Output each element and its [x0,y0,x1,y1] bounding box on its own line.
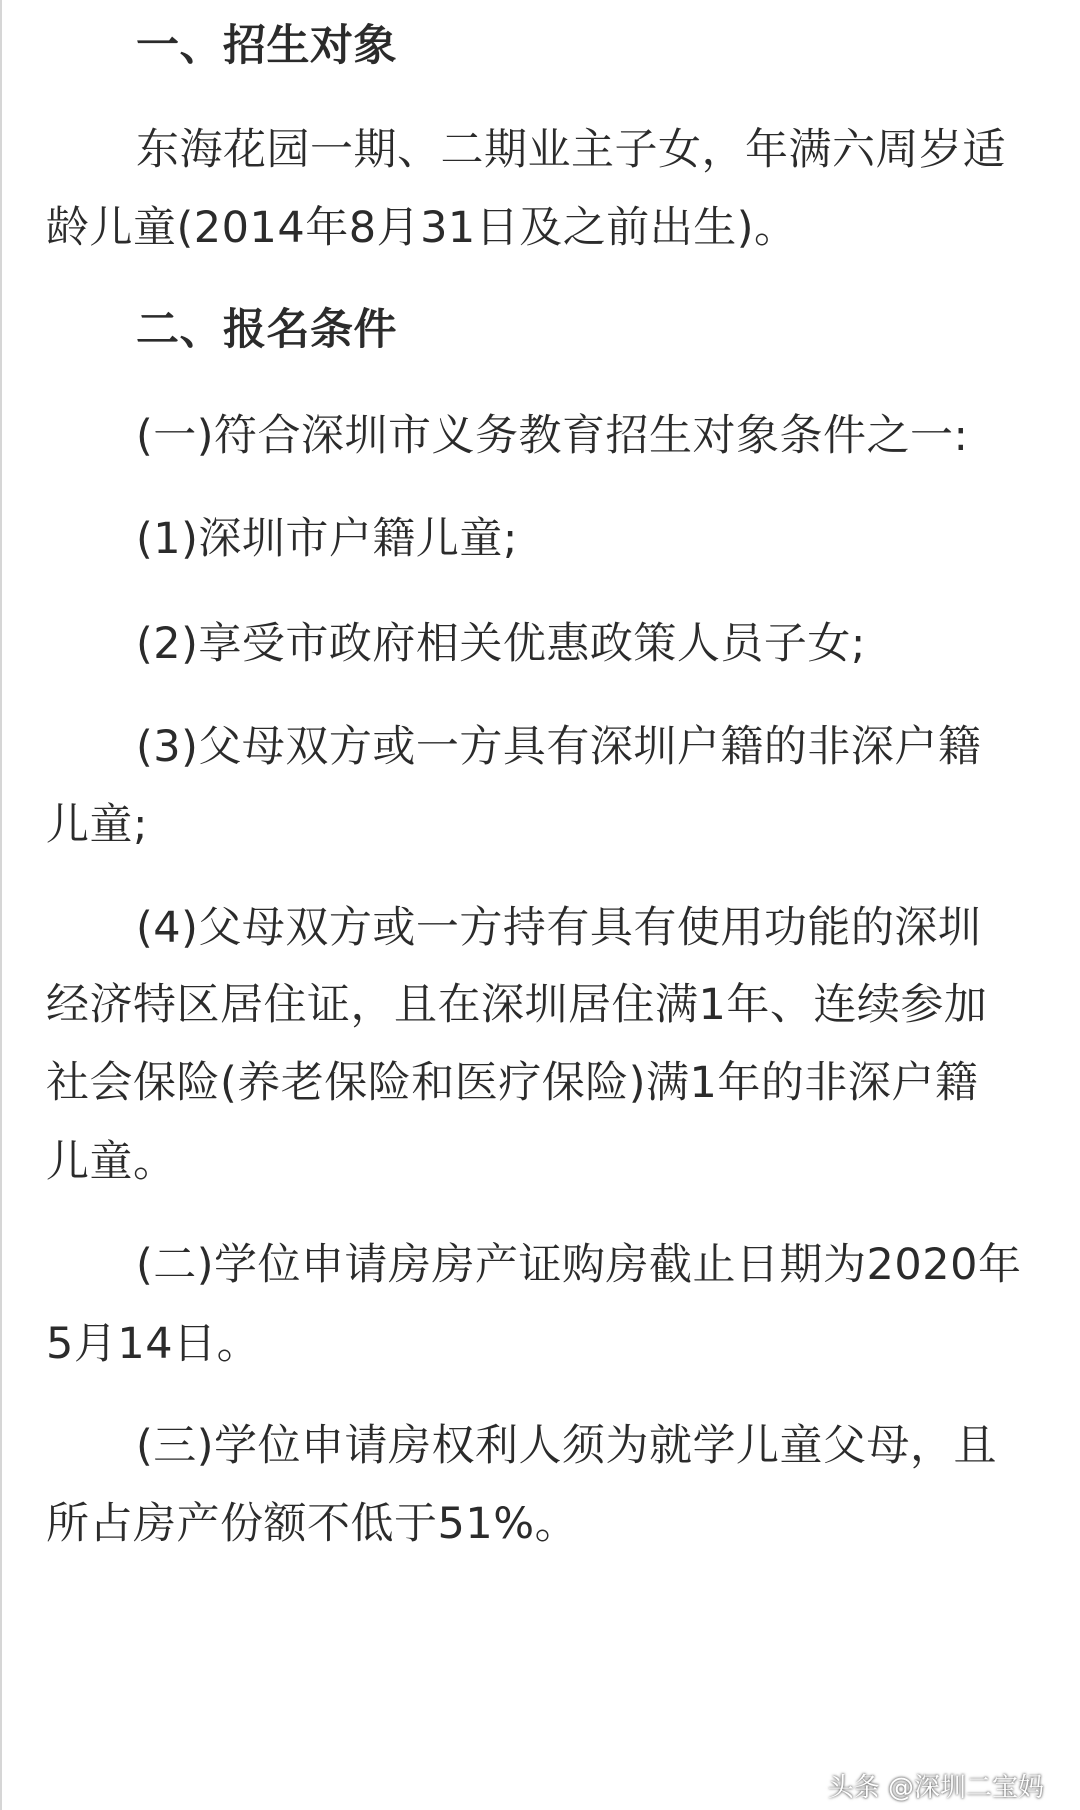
list-item-continuation: 儿童。 [46,1137,177,1187]
condition-paragraph: (三)学位申请房权利人须为就学儿童父母，且 [136,1421,998,1471]
list-item: (1)深圳市户籍儿童; [136,514,518,564]
paragraph-line: 东海花园一期、二期业主子女，年满六周岁适 [136,125,1006,175]
list-item: (2)享受市政府相关优惠政策人员子女; [136,619,866,669]
watermark: 头条 @深圳二宝妈 [827,1773,1044,1803]
list-item: (3)父母双方或一方具有深圳户籍的非深户籍 [136,722,982,772]
section-heading-registration-conditions: 二、报名条件 [136,305,397,355]
list-item-continuation: 儿童; [46,800,148,850]
list-item-continuation: 经济特区居住证，且在深圳居住满1年、连续参加 [46,980,988,1030]
condition-intro: (一)符合深圳市义务教育招生对象条件之一: [136,411,969,461]
list-item-continuation: 社会保险(养老保险和医疗保险)满1年的非深户籍 [46,1058,979,1108]
list-item: (4)父母双方或一方持有具有使用功能的深圳 [136,903,982,953]
paragraph-line: 5月14日。 [46,1319,261,1369]
paragraph-line: 所占房产份额不低于51%。 [46,1499,579,1549]
section-heading-enrollment-target: 一、招生对象 [136,21,397,71]
condition-paragraph: (二)学位申请房房产证购房截止日期为2020年 [136,1240,1022,1290]
page-left-border [0,0,2,1810]
paragraph-line: 龄儿童(2014年8月31日及之前出生)。 [46,203,798,253]
